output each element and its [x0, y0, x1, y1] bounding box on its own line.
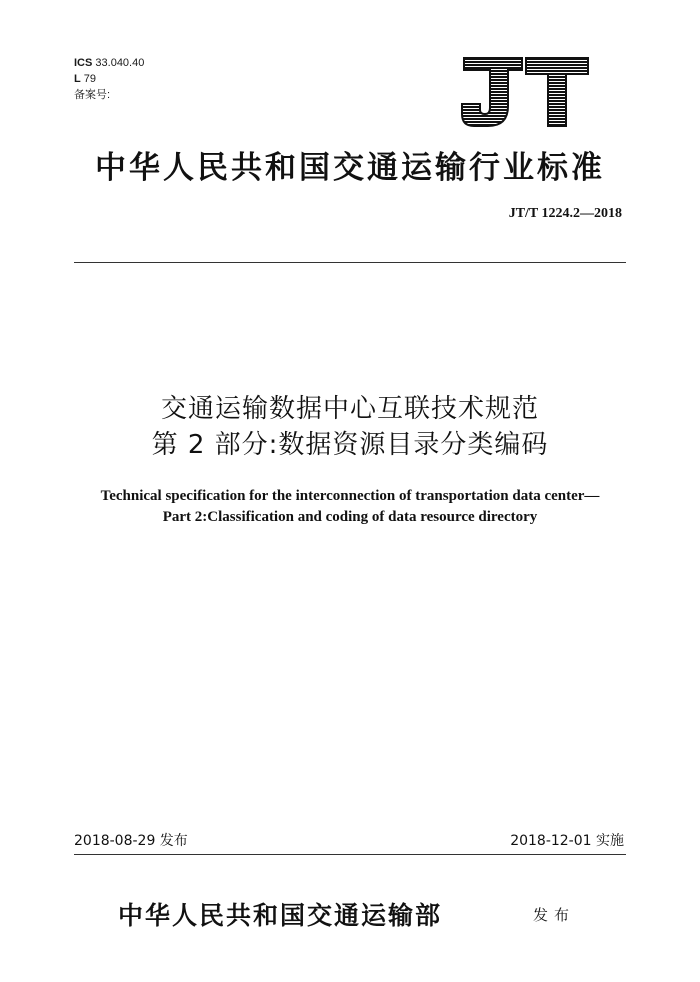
- title-cn-line2: 第 2 部分:数据资源目录分类编码: [151, 430, 549, 460]
- effective-date: 2018-12-01 实施: [510, 833, 624, 849]
- filing-label: 备案号:: [74, 89, 111, 101]
- ccs-key: L: [74, 73, 81, 85]
- ics-code: [74, 56, 144, 70]
- jt-logo: [460, 52, 590, 132]
- standard-category: 中华人民共和国交通运输行业标准: [95, 150, 605, 186]
- filing-number: [74, 88, 110, 102]
- header-divider: [74, 262, 626, 263]
- title-cn-line1: 交通运输数据中心互联技术规范: [160, 394, 539, 424]
- ics-key: ICS: [74, 57, 93, 69]
- title-en-line1: Technical specification for the interconnection of transportation data center—: [100, 488, 600, 504]
- standard-number: JT/T 1224.2—2018: [508, 206, 622, 221]
- title-en-line2: Part 2:Classification and coding of data resource directory: [162, 509, 538, 525]
- ccs-value: 79: [83, 73, 97, 85]
- issuer-name: 中华人民共和国交通运输部: [118, 901, 443, 930]
- ccs-code: [74, 72, 96, 86]
- ics-value: 33.040.40: [95, 57, 145, 69]
- issuer-action: 发布: [533, 906, 576, 924]
- release-date: 2018-08-29 发布: [74, 833, 188, 849]
- footer-divider: [74, 854, 626, 855]
